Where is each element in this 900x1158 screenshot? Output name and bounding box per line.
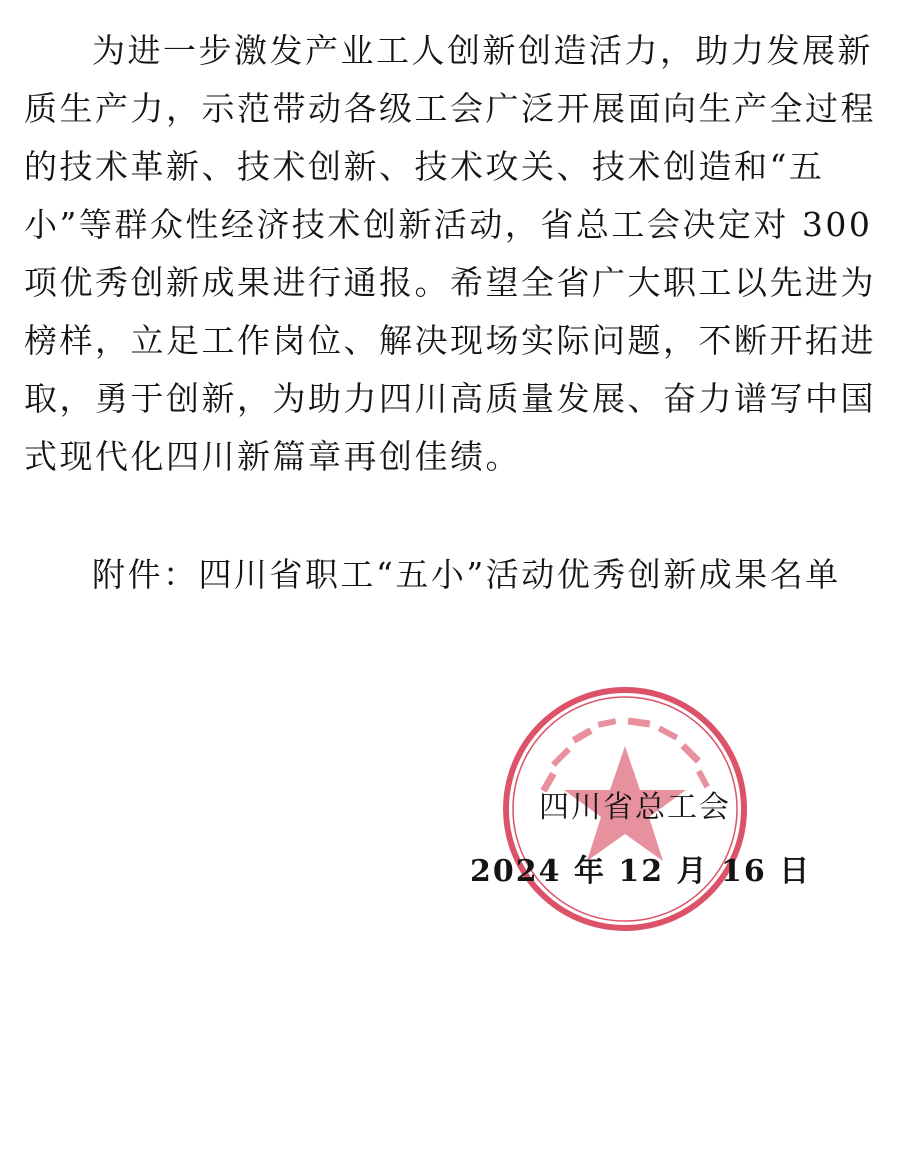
attachment-line: 附件：四川省职工“五小”活动优秀创新成果名单	[92, 555, 841, 594]
signature-organization: 四川省总工会	[539, 790, 731, 825]
body-paragraph	[24, 22, 884, 486]
signature-date: 2024 年 12 月 16 日	[470, 854, 812, 889]
body-paragraph-text: 为进一步激发产业工人创新创造活力，助力发展新质生产力，示范带动各级工会广泛开展面向生产全过程的技术革新、技术创新、技术攻关、技术创造和“五小”等群众性经济技术创新活动，省总工会决定对 300 项优秀创新成果进行通报。希望全省广大职工以先进为榜样，立足工作岗位、解决现场实际问题，不断开拓进取，勇于创新，为助力四川高质量发展、奋力谱写中国式现代化四川新篇章再创佳绩。	[24, 31, 876, 476]
